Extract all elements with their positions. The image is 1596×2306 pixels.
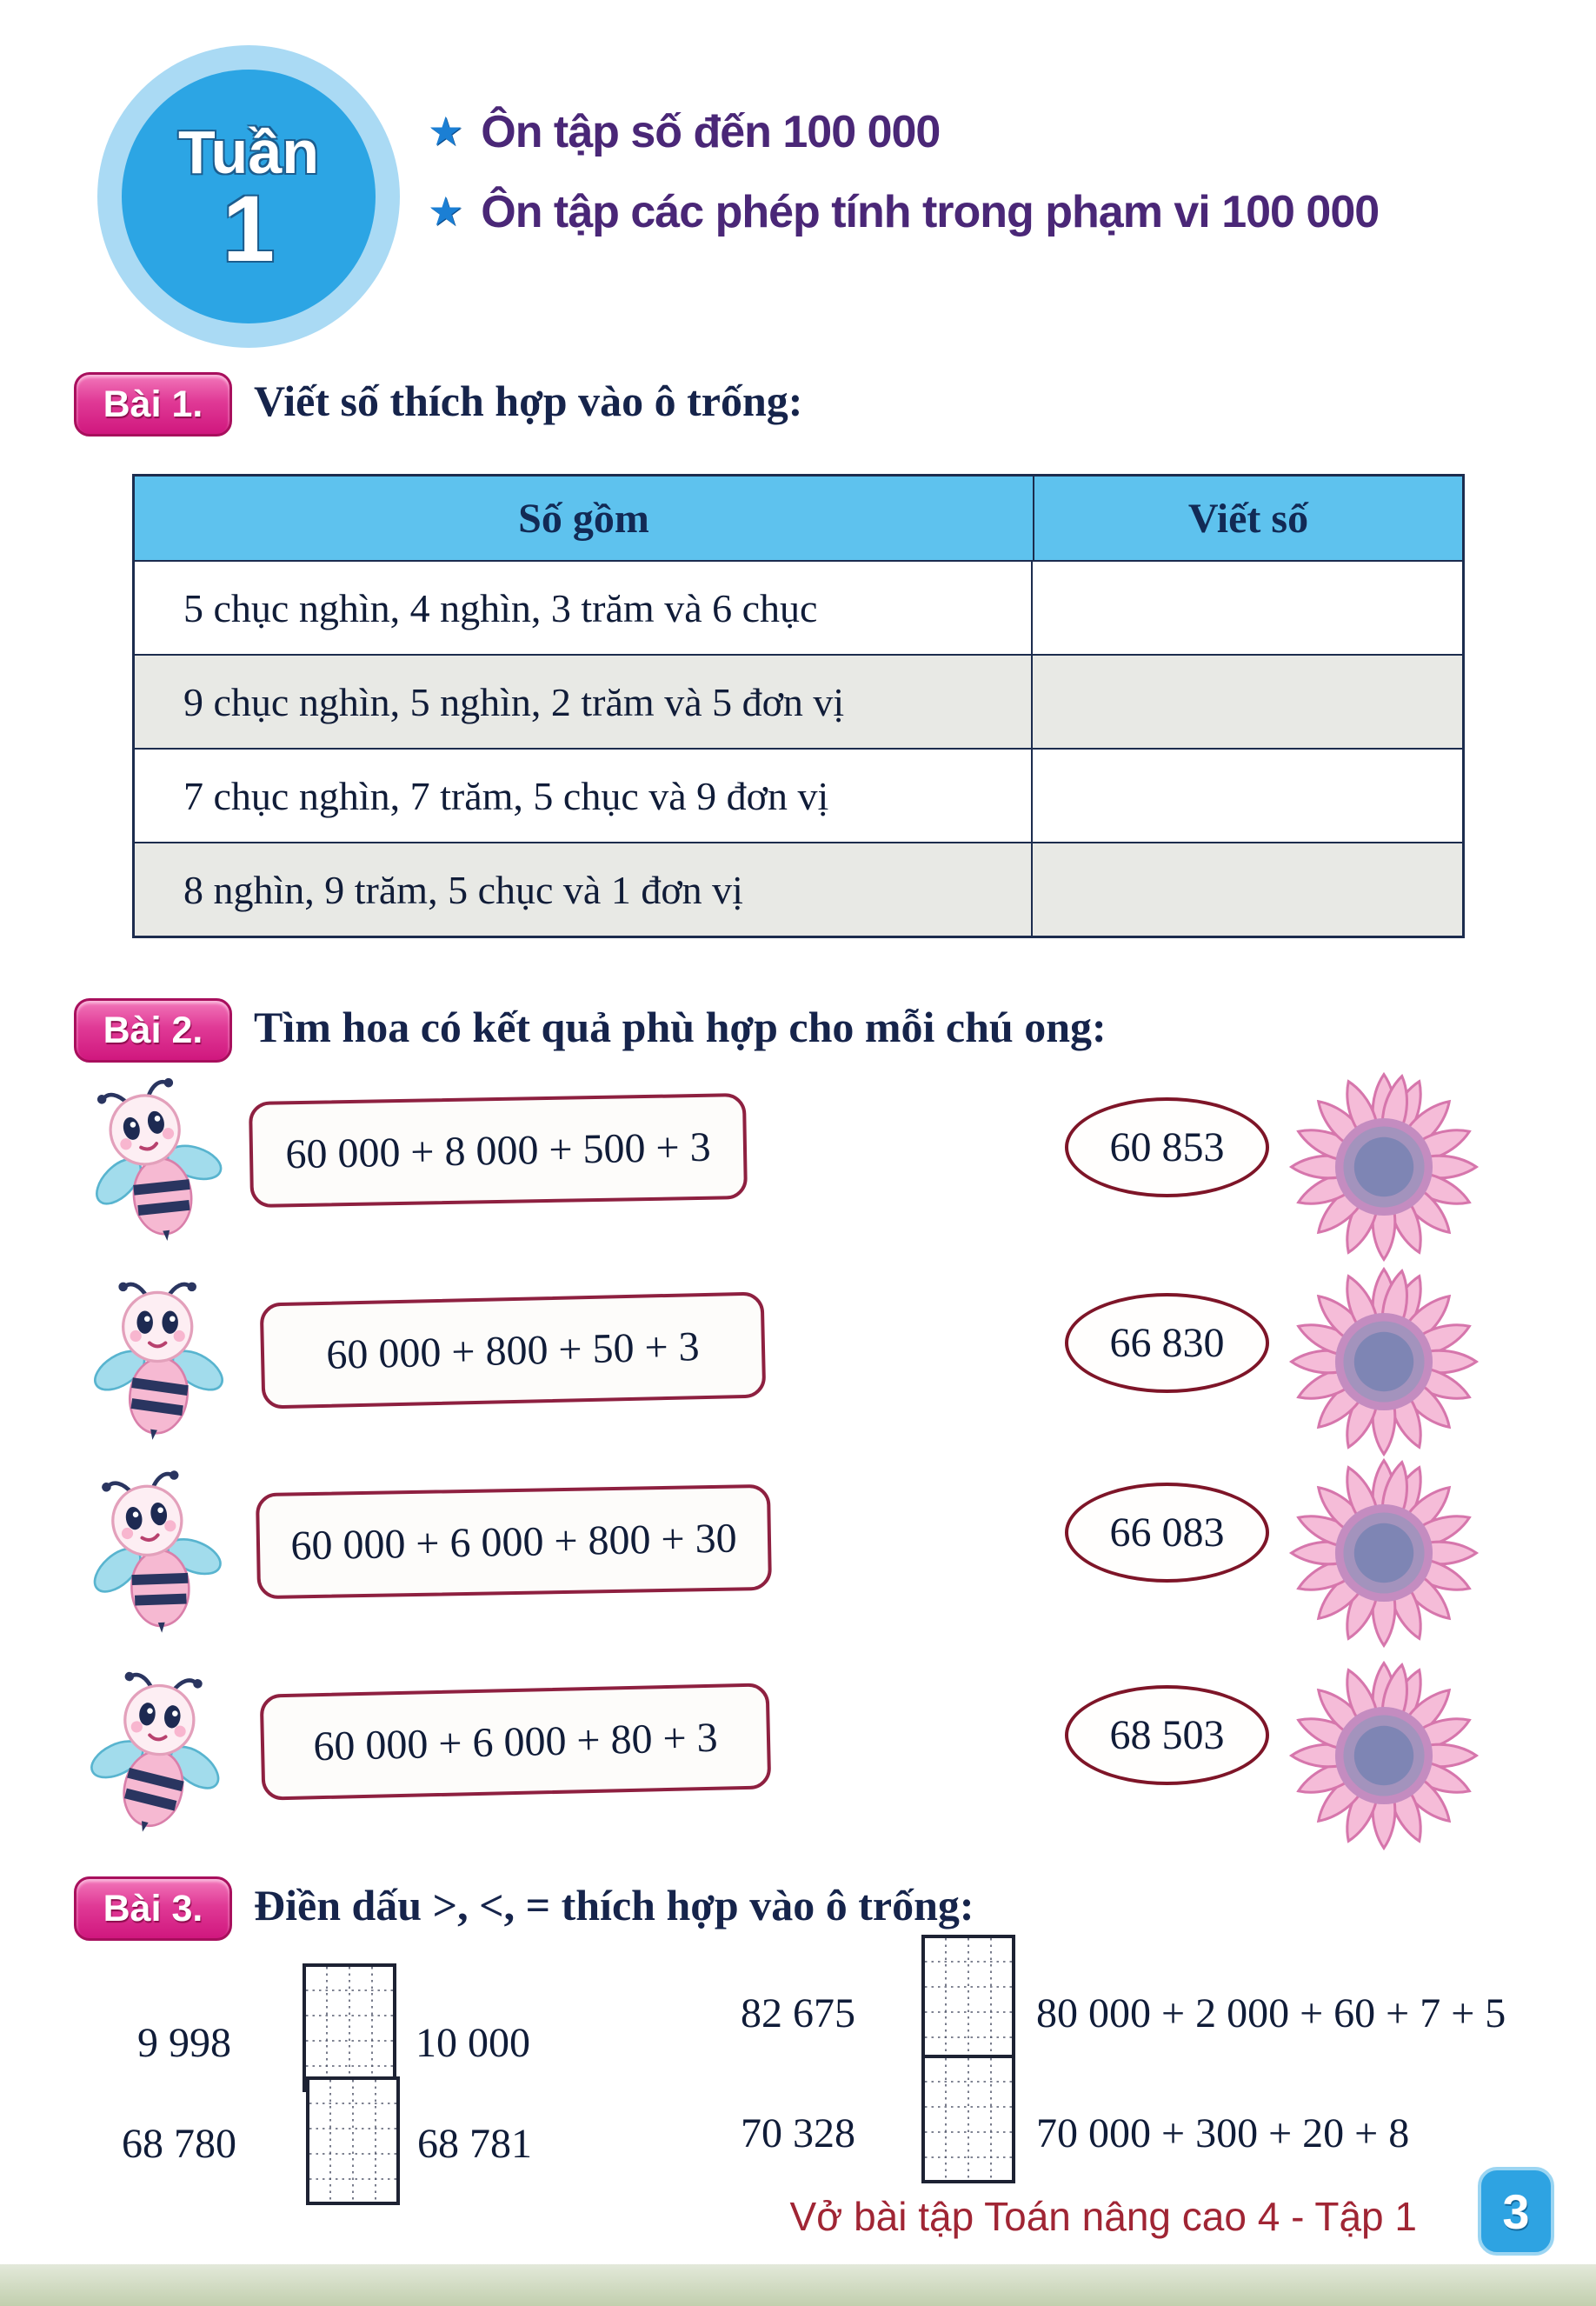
page-bottom-edge bbox=[0, 2264, 1596, 2306]
comparison-left-value: 70 328 bbox=[741, 2110, 855, 2156]
answer-cell[interactable] bbox=[1033, 656, 1462, 748]
comparison-left-value: 82 675 bbox=[741, 1990, 855, 2036]
comparison-right-value: 80 000 + 2 000 + 60 + 7 + 5 bbox=[1036, 1990, 1506, 2036]
number-description: 8 nghìn, 9 trăm, 5 chục và 1 đơn vị bbox=[135, 843, 1033, 936]
comparison-left-value: 68 780 bbox=[122, 2121, 236, 2167]
answer-cell[interactable] bbox=[1033, 843, 1462, 936]
bee-icon bbox=[64, 1063, 244, 1263]
exercise1-badge: Bài 1. bbox=[74, 372, 232, 437]
number-description: 9 chục nghìn, 5 nghìn, 2 trăm và 5 đơn vị bbox=[135, 656, 1033, 748]
expression-box: 60 000 + 6 000 + 800 + 30 bbox=[256, 1484, 772, 1599]
table-header-viet-so: Viết số bbox=[1187, 495, 1309, 542]
exercise3-badge: Bài 3. bbox=[74, 1876, 232, 1941]
star-icon: ★ bbox=[428, 190, 464, 234]
page-number-badge: 3 bbox=[1478, 2167, 1554, 2256]
result-oval: 66 083 bbox=[1065, 1483, 1269, 1583]
topic-text: Ôn tập số đến 100 000 bbox=[481, 107, 941, 157]
result-oval: 68 503 bbox=[1065, 1685, 1269, 1785]
week-badge bbox=[97, 45, 400, 348]
exercise1-table bbox=[132, 474, 1465, 938]
topic-text: Ôn tập các phép tính trong phạm vi 100 000 bbox=[481, 187, 1380, 237]
exercise2-badge: Bài 2. bbox=[74, 998, 232, 1063]
expression-box: 60 000 + 8 000 + 500 + 3 bbox=[249, 1093, 748, 1208]
expression-box: 60 000 + 6 000 + 80 + 3 bbox=[260, 1683, 772, 1800]
flower-icon bbox=[1285, 1656, 1483, 1855]
footer-book-title: Vở bài tập Toán nâng cao 4 - Tập 1 bbox=[789, 2194, 1417, 2239]
comparison-answer-box[interactable] bbox=[921, 1935, 1015, 2063]
comparison-answer-box[interactable] bbox=[303, 1963, 396, 2092]
expression-box: 60 000 + 800 + 50 + 3 bbox=[260, 1291, 767, 1409]
comparison-answer-box[interactable] bbox=[306, 2076, 400, 2205]
answer-cell[interactable] bbox=[1033, 750, 1462, 842]
number-description: 5 chục nghìn, 4 nghìn, 3 trăm và 6 chục bbox=[135, 562, 1033, 654]
week-label: Tuần bbox=[177, 118, 319, 187]
table-row bbox=[135, 748, 1462, 842]
comparison-right-value: 70 000 + 300 + 20 + 8 bbox=[1036, 2110, 1410, 2156]
result-oval: 60 853 bbox=[1065, 1097, 1269, 1197]
flower-icon bbox=[1285, 1068, 1483, 1266]
week-number: 1 bbox=[222, 176, 276, 282]
number-description: 7 chục nghìn, 7 trăm, 5 chục và 9 đơn vị bbox=[135, 750, 1033, 842]
exercise2-instruction: Tìm hoa có kết quả phù hợp cho mỗi chú ong: bbox=[254, 1003, 1107, 1051]
result-oval: 66 830 bbox=[1065, 1293, 1269, 1393]
exercise3-instruction: Điền dấu >, <, = thích hợp vào ô trống: bbox=[254, 1881, 974, 1929]
comparison-right-value: 68 781 bbox=[417, 2121, 532, 2167]
bee-icon bbox=[87, 1276, 230, 1446]
star-icon: ★ bbox=[428, 110, 464, 154]
table-row bbox=[135, 654, 1462, 748]
flower-icon bbox=[1285, 1263, 1483, 1461]
flower-icon bbox=[1285, 1454, 1483, 1652]
topic-line-2 bbox=[428, 186, 1379, 238]
table-header-so-gom: Số gồm bbox=[135, 477, 1034, 560]
bee-icon bbox=[76, 1663, 236, 1846]
exercise1-instruction: Viết số thích hợp vào ô trống: bbox=[254, 377, 803, 425]
comparison-right-value: 10 000 bbox=[416, 2020, 530, 2066]
comparison-answer-box[interactable] bbox=[921, 2055, 1015, 2183]
bee-icon bbox=[69, 1458, 239, 1650]
comparison-left-value: 9 998 bbox=[137, 2020, 231, 2066]
table-row bbox=[135, 560, 1462, 654]
table-row bbox=[135, 842, 1462, 936]
week-badge-inner bbox=[122, 70, 376, 323]
topic-line-1 bbox=[428, 106, 940, 158]
table-header-row bbox=[135, 477, 1462, 560]
answer-cell[interactable] bbox=[1033, 562, 1462, 654]
